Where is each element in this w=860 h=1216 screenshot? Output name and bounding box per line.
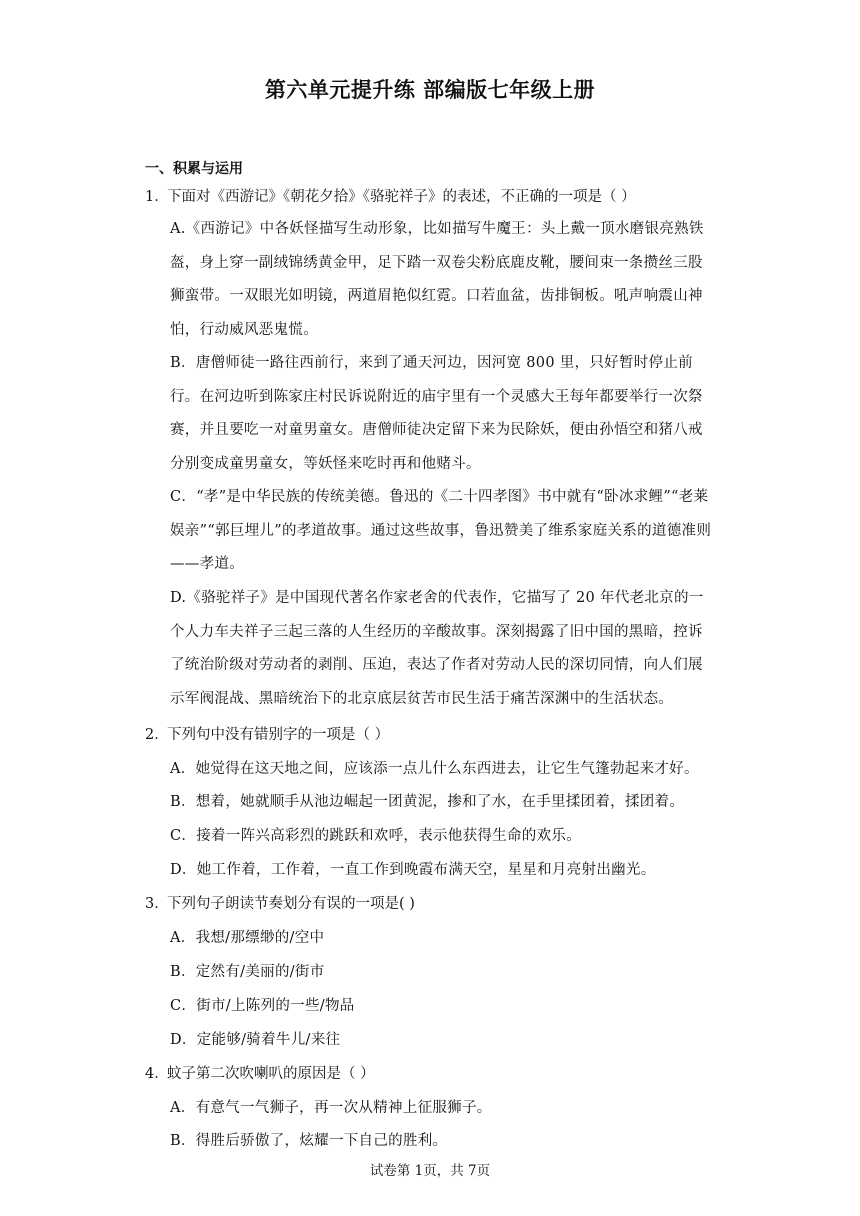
section-heading: 一、积累与运用 xyxy=(145,161,243,177)
page-title: 第六单元提升练 部编版七年级上册 xyxy=(264,78,596,102)
question-text: 下面对《西游记》《朝花夕拾》《骆驼祥子》的表述，不正确的一项是（ ） xyxy=(167,189,636,205)
question-2-option-a: A．她觉得在这天地之间，应该添一点儿什么东西进去，让它生气篷勃起来才好。 xyxy=(170,761,699,777)
question-4-option-b: B．得胜后骄傲了，炫耀一下自己的胜利。 xyxy=(170,1133,448,1149)
question-1-option-c: C．“孝”是中华民族的传统美德。鲁迅的《二十四孝图》书中就有“卧冰求鲤”“老莱娱亲”“郭巨埋儿”的孝道故事。通过这些故事，鲁迅赞美了维系家庭关系的道德准则——孝道。 xyxy=(170,489,712,572)
question-4-option-a: A．有意气一气狮子，再一次从精神上征服狮子。 xyxy=(170,1100,492,1116)
page-footer: 试卷第 1页，共 7页 xyxy=(369,1163,491,1179)
question-1-option-b: B．唐僧师徒一路往西前行，来到了通天河边，因河宽 800 里，只好暂时停止前行。在河边听到陈家庄村民诉说附近的庙宇里有一个灵感大王每年都要举行一次祭赛，并且要吃一对童男童女。唐僧师徒决定留下来为民除妖，便由孙悟空和猪八戒分别变成童男童女，等妖怪来吃时再和他赌斗。 xyxy=(170,355,703,472)
question-number: 1． xyxy=(145,189,169,205)
question-1-option-d: D.《骆驼祥子》是中国现代著名作家老舍的代表作，它描写了 20 年代老北京的一个人力车夫祥子三起三落的人生经历的辛酸故事。深刻揭露了旧中国的黑暗，控诉了统治阶级对劳动者的剥削、压迫，表达了作者对劳动人民的深切同情，向人们展示军阀混战、黑暗统治下的北京底层贫苦市民生活于痛苦深渊中的生活状态。 xyxy=(170,590,704,707)
question-2-option-c: C．接着一阵兴高彩烈的跳跃和欢呼，表示他获得生命的欢乐。 xyxy=(170,828,581,844)
question-2-option-d: D．她工作着，工作着，一直工作到晚霞布满天空，星星和月亮射出幽光。 xyxy=(170,862,656,878)
question-1-stem xyxy=(145,187,636,207)
question-3-option-d: D．定能够/骑着牛儿/来往 xyxy=(170,1032,341,1048)
question-number: 4． xyxy=(145,1066,169,1082)
question-number: 3． xyxy=(145,896,169,912)
question-text: 下列句中没有错别字的一项是（ ） xyxy=(167,727,390,743)
question-number: 2． xyxy=(145,727,169,743)
question-3-option-c: C．街市/上陈列的一些/物品 xyxy=(170,998,355,1014)
question-2-option-b: B．想着，她就顺手从池边崛起一团黄泥，掺和了水，在手里揉团着，揉团着。 xyxy=(170,794,685,810)
question-3-option-b: B．定然有/美丽的/街市 xyxy=(170,964,325,980)
question-text: 蚊子第二次吹喇叭的原因是（ ） xyxy=(167,1066,375,1082)
question-text: 下列句子朗读节奏划分有误的一项是( ) xyxy=(167,896,415,912)
question-1-option-a: A.《西游记》中各妖怪描写生动形象，比如描写牛魔王：头上戴一顶水磨银亮熟铁盔，身上穿一副绒锦绣黄金甲，足下踏一双卷尖粉底鹿皮靴，腰间束一条攒丝三股狮蛮带。一双眼光如明镜，两道眉艳似红霓。口若血盆，齿排铜板。吼声响震山神怕，行动威风恶鬼慌。 xyxy=(170,221,704,338)
question-3-stem xyxy=(145,894,415,914)
question-3-option-a: A．我想/那缥缈的/空中 xyxy=(170,930,325,946)
question-4-stem xyxy=(145,1064,375,1084)
question-2-stem xyxy=(145,725,389,745)
